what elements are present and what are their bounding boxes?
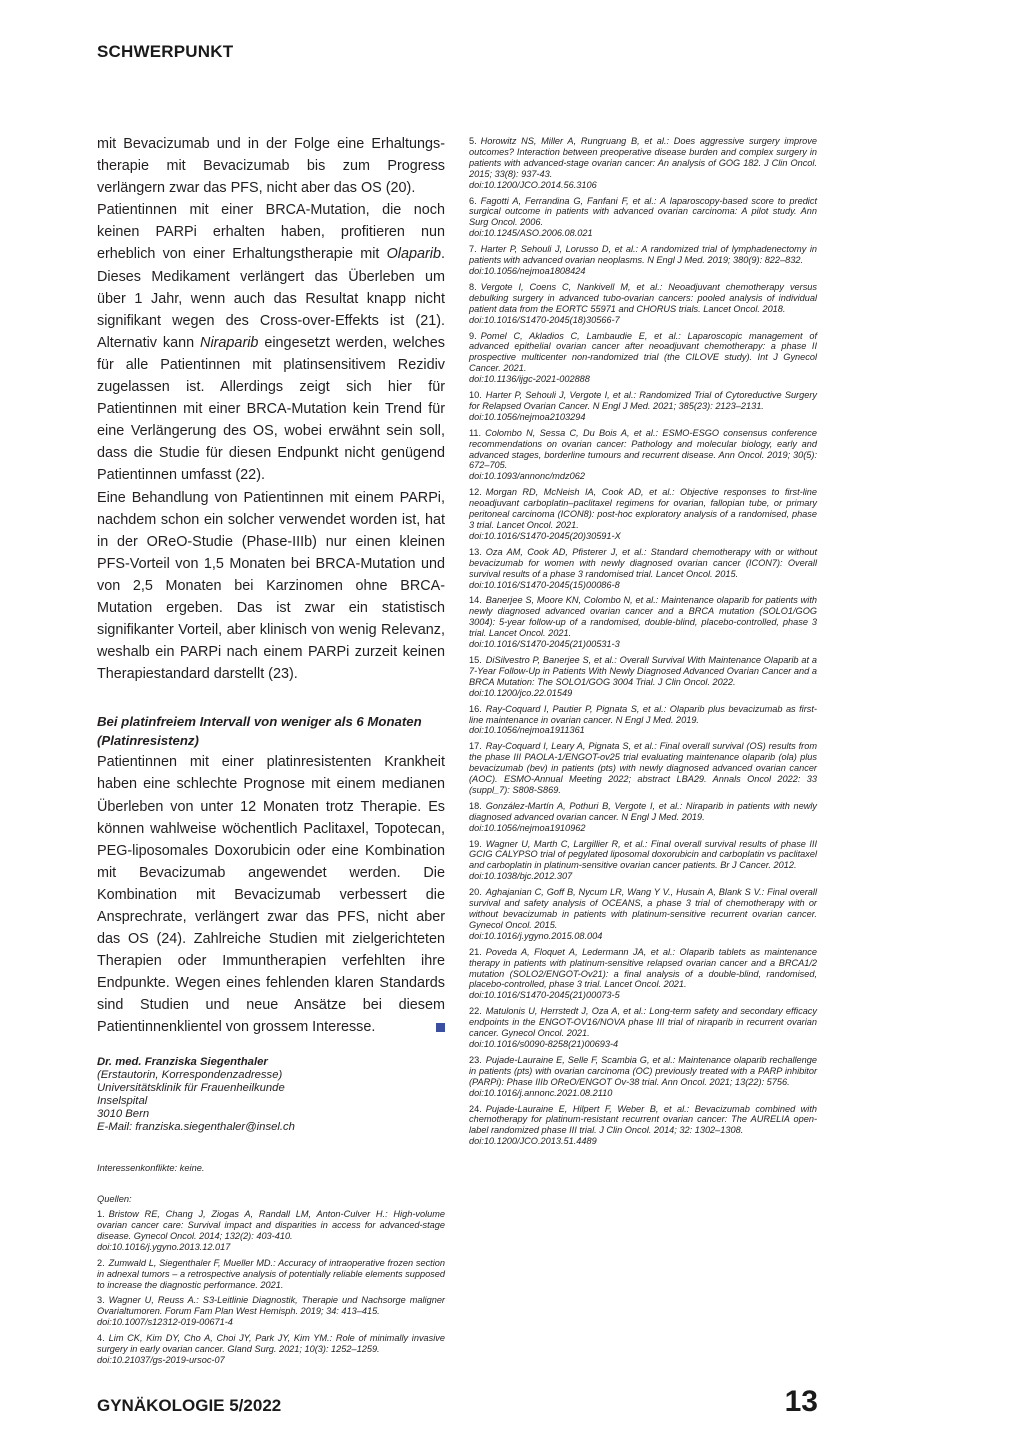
- reference-item: [469, 331, 817, 386]
- reference-number: 3.: [97, 1295, 105, 1306]
- reference-item: [469, 887, 817, 942]
- reference-citation: Lim CK, Kim DY, Cho A, Choi JY, Park JY, Kim YM.: Role of minimally invasive surgery in early ovarian cancer. Gland Surg. 2021; 10(3): 1252–1259.: [97, 1333, 445, 1355]
- reference-citation: Vergote I, Coens C, Nankivell M, et al.: Neoadjuvant chemotherapy versus debulking surgery in advanced tubo-ovarian cancers: pooled analysis of individual patient data from the EORTC 55971 and CHORUS trials. Lancet Oncol. 2018.: [469, 281, 817, 314]
- reference-doi: doi:10.1016/S1470-2045(15)00086-8: [469, 579, 620, 590]
- reference-doi: doi:10.1016/S1470-2045(21)00531-3: [469, 639, 620, 650]
- reference-number: 22.: [469, 1006, 482, 1017]
- reference-list-right: [469, 136, 817, 1147]
- reference-item: [97, 1209, 445, 1253]
- reference-citation: Wagner U, Reuss A.: S3-Leitlinie Diagnostik, Therapie und Nachsorge maligner Ovarialtumoren. Forum Fam Plan West Hemisph. 2019; 34: 413–415.: [97, 1295, 445, 1317]
- reference-citation: Horowitz NS, Miller A, Rungruang B, et al.: Does aggressive surgery improve outcomes? Interaction between preoperative disease burden and complex surgery in patients with advanced-stage ovarian cancer: An analysis of GOG 182. J Clin Oncol. 2015; 33(8): 937-43.: [469, 136, 817, 179]
- reference-citation: Fagotti A, Ferrandina G, Fanfani F, et al.: A laparoscopy-based score to predict surgical outcome in patients with advanced ovarian carcinoma: A pilot study. Ann Surg Oncol. 2006.: [469, 195, 817, 228]
- reference-item: [469, 741, 817, 796]
- author-city: 3010 Bern: [97, 1107, 150, 1120]
- body-text: . Dieses Medikament verlängert das Überleben um über 1 Jahr, wenn auch das Resultat knapp nicht signifikant wegen des Cross-over-Effekts ist (21). Alternativ kann: [97, 246, 445, 351]
- reference-number: 24.: [469, 1103, 482, 1114]
- reference-item: [469, 487, 817, 542]
- reference-number: 8.: [469, 281, 477, 292]
- reference-doi: doi:10.1016/j.ygyno.2013.12.017: [97, 1241, 231, 1252]
- reference-number: 15.: [469, 654, 482, 665]
- reference-doi: doi:10.1007/s12312-019-00671-4: [97, 1317, 233, 1328]
- reference-doi: doi:10.21037/gs-2019-ursoc-07: [97, 1355, 225, 1365]
- reference-item: [97, 1295, 445, 1328]
- reference-item: [469, 1055, 817, 1099]
- reference-doi: doi:10.1200/JCO.2014.56.3106: [469, 179, 597, 190]
- reference-item: [469, 801, 817, 834]
- reference-number: 23.: [469, 1054, 482, 1065]
- body-text: eingesetzt werden, welches für alle Patientinnen mit platinsensitivem Rezidiv zugelassen ist. Allerdings zeigt sich hier für Patientinnen mit einer BRCA-Mutation kein Trend für eine Verlängerung des OS, wobei erwähnt sein soll, dass die Studie für diesen Endpunkt nicht genügend Patientinnen umfasst (22).: [97, 334, 445, 484]
- reference-number: 5.: [469, 136, 477, 146]
- reference-citation: Harter P, Sehouli J, Lorusso D, et al.: A randomized trial of lymphadenectomy in patients with advanced ovarian neoplasms. N Engl J Med. 2019; 380(9): 822–832.: [469, 244, 817, 266]
- author-email: E-Mail: franziska.siegenthaler@insel.ch: [97, 1121, 295, 1134]
- end-of-article-mark-icon: [436, 1023, 445, 1032]
- reference-doi: doi:10.1016/s0090-8258(21)00693-4: [469, 1038, 619, 1049]
- reference-number: 11.: [469, 427, 482, 438]
- drug-name-olaparib: Olaparib: [386, 246, 441, 263]
- reference-doi: doi:10.1056/nejmoa2103294: [469, 411, 586, 422]
- author-block: [97, 1056, 445, 1135]
- reference-citation: Bristow RE, Chang J, Ziogas A, Randall LM, Anton-Culver H.: High-volume ovarian cancer care: Survival impact and disparities in access for advanced-stage disease. Gynecol Oncol. 2014; 132(2): 403-410.: [97, 1209, 445, 1241]
- reference-number: 7.: [469, 244, 477, 255]
- reference-number: 13.: [469, 546, 482, 557]
- reference-item: [97, 1333, 445, 1366]
- reference-citation: González-Martín A, Pothuri B, Vergote I, et al.: Niraparib in patients with newly diagnosed advanced ovarian cancer. N Engl J Med. 2019.: [469, 800, 817, 822]
- section-header: SCHWERPUNKT: [97, 42, 234, 61]
- reference-item: [469, 428, 817, 483]
- reference-citation: Wagner U, Marth C, Largillier R, et al.: Final overall survival results of phase III GCIG CALYPSO trial of pegylated liposomal doxorubicin and carboplatin vs paclitaxel and carboplatin in platinum-sensitive ovarian cancer patients. Br J Cancer. 2012.: [469, 838, 817, 871]
- reference-number: 17.: [469, 741, 482, 752]
- reference-doi: doi:10.1016/S1470-2045(18)30566-7: [469, 314, 620, 325]
- reference-citation: Matulonis U, Herrstedt J, Oza A, et al.: Long-term safety and secondary efficacy endpoints in the ENGOT-OV16/NOVA phase III trial of niraparib in recurrent ovarian cancer. Gynecol Oncol. 2021.: [469, 1006, 817, 1039]
- reference-citation: Banerjee S, Moore KN, Colombo N, et al.: Maintenance olaparib for patients with newly diagnosed advanced ovarian cancer and a BRCA mutation (SOLO1/GOG 3004): 5-year follow-up of a randomised, double-blind, placebo-controlled, phase 3 trial. Lancet Oncol. 2021.: [469, 595, 817, 639]
- drug-name-niraparib: Niraparib: [200, 334, 259, 351]
- reference-doi: doi:10.1136/ijgc-2021-002888: [469, 374, 590, 385]
- author-role: (Erstautorin, Korrespondenzadresse): [97, 1068, 283, 1081]
- body-paragraph-2: [97, 199, 445, 486]
- author-name: Dr. med. Franziska Siegenthaler: [97, 1055, 268, 1068]
- reference-citation: Pujade-Lauraine E, Selle F, Scambia G, et al.: Maintenance olaparib rechallenge in patients (pts) with ovarian carcinoma (OC) previously treated with a PARP inhibitor (PARPi): Phase IIIb OReO/ENGOT Ov-38 trial. Ann Oncol. 2021; 13(22): 5756.: [469, 1054, 817, 1087]
- right-column: [469, 136, 817, 1152]
- reference-number: 20.: [469, 887, 482, 898]
- reference-item: [469, 282, 817, 326]
- reference-doi: doi:10.1016/S1470-2045(21)00073-5: [469, 990, 620, 1001]
- reference-citation: Ray-Coquard I, Pautier P, Pignata S, et al.: Olaparib plus bevacizumab as first-line maintenance in ovarian cancer. N Engl J Med. 2019.: [469, 703, 817, 725]
- author-institution: Universitätsklinik für Frauenheilkunde: [97, 1081, 285, 1094]
- body-text: Patientinnen mit einer BRCA-Mutation, die noch keinen PARPi erhalten haben, profitieren nun erheblich von einer Erhaltungstherapie mit: [97, 202, 445, 263]
- reference-item: [469, 196, 817, 240]
- reference-number: 2.: [97, 1257, 105, 1268]
- reference-doi: doi:10.1038/bjc.2012.307: [469, 871, 573, 882]
- reference-doi: doi:10.1056/nejmoa1808424: [469, 265, 586, 276]
- reference-item: [469, 390, 817, 423]
- reference-item: [469, 839, 817, 883]
- reference-doi: doi:10.1056/nejmoa1911361: [469, 725, 585, 736]
- reference-number: 16.: [469, 703, 482, 714]
- reference-citation: Colombo N, Sessa C, Du Bois A, et al.: ESMO-ESGO consensus conference recommendations on ovarian cancer: Pathology and molecular biology, early and advanced stages, borderline tumours and recurrent disease. Ann Oncol. 2019; 30(5): 672–705.: [469, 427, 817, 471]
- reference-citation: Pujade-Lauraine E, Hilpert F, Weber B, et al.: Bevacizumab combined with chemotherapy for platinum-resistant recurrent ovarian cancer: The AURELIA open-label randomized phase III trial. J Clin Oncol. 2014; 32: 1302–1308.: [469, 1103, 817, 1136]
- reference-doi: doi:10.1245/ASO.2006.08.021: [469, 228, 593, 239]
- reference-item: [469, 595, 817, 650]
- reference-number: 4.: [97, 1333, 105, 1344]
- reference-item: [469, 244, 817, 277]
- body-paragraph-4: [97, 751, 445, 1038]
- reference-doi: doi:10.1200/jco.22.01549: [469, 687, 573, 698]
- reference-citation: Harter P, Sehouli J, Vergote I, et al.: Randomized Trial of Cytoreductive Surgery for Relapsed Ovarian Cancer. N Engl J Med. 2021; 385(23): 2123–2131.: [469, 390, 817, 411]
- reference-doi: doi:10.1016/j.ygyno.2015.08.004: [469, 930, 603, 941]
- reference-doi: doi:10.1016/S1470-2045(20)30591-X: [469, 530, 621, 541]
- reference-citation: Morgan RD, McNeish IA, Cook AD, et al.: Objective responses to first-line neoadjuvant carboplatin–paclitaxel regimens for ovarian, fallopian tube, or primary peritoneal carcinoma (ICON8): post-hoc exploratory analysis of a randomised, phase 3 trial. Lancet Oncol. 2021.: [469, 487, 817, 530]
- reference-item: [469, 547, 817, 591]
- sources-label: Quellen:: [97, 1194, 132, 1205]
- reference-doi: doi:10.1093/annonc/mdz062: [469, 471, 585, 482]
- subheading-platinresistenz: Bei platinfreiem Intervall von weniger als 6 Monaten (Platinresistenz): [97, 714, 422, 749]
- reference-number: 1.: [97, 1209, 105, 1220]
- reference-item: [469, 1104, 817, 1148]
- left-column: [97, 133, 445, 1371]
- reference-item: [469, 947, 817, 1002]
- reference-item: [469, 655, 817, 699]
- reference-citation: Ray-Coquard I, Leary A, Pignata S, et al.: Final overall survival (OS) results from the phase III PAOLA-1/ENGOT-ov25 trial evaluating maintenance olaparib (ola) plus bevacizumab (bev) in patients (pts) with newly diagnosed advanced ovarian cancer (AOC). ESMO-Annual Meeting 2022; abstract LBA29. Annals Oncol 2022: 33 (suppl_7): S808-S869.: [469, 741, 817, 795]
- reference-number: 9.: [469, 330, 477, 341]
- reference-citation: Aghajanian C, Goff B, Nycum LR, Wang Y V., Husain A, Blank S V.: Final overall survival and safety analysis of OCEANS, a phase 3 trial of chemotherapy with or without bevacizumab in patients with platinum-sensitive recurrent ovarian cancer. Gynecol Oncol. 2015.: [469, 887, 817, 930]
- reference-list-left: [97, 1209, 445, 1366]
- author-hospital: Inselspital: [97, 1094, 148, 1107]
- reference-number: 10.: [469, 390, 482, 401]
- reference-number: 18.: [469, 800, 482, 811]
- reference-number: 6.: [469, 195, 477, 206]
- footer-page-number: 13: [784, 1385, 818, 1418]
- reference-citation: Poveda A, Floquet A, Ledermann JA, et al.: Olaparib tablets as maintenance therapy in patients with platinum-sensitive relapsed ovarian cancer and a BRCA1/2 mutation (SOLO2/ENGOT-Ov21): a final analysis of a double-blind, randomised, placebo-controlled, phase 3 trial. Lancet Oncol. 2021.: [469, 946, 817, 990]
- reference-citation: Pomel C, Akladios C, Lambaudie E, et al.: Laparoscopic management of advanced epithelial ovarian cancer after neoadjuvant chemotherapy: a phase II prospective multicenter non-randomized trial (the CILOVE study). Int J Gynecol Cancer. 2021.: [469, 330, 817, 374]
- reference-doi: doi:10.1200/JCO.2013.51.4489: [469, 1136, 597, 1147]
- reference-number: 21.: [469, 946, 482, 957]
- body-paragraph-1: mit Bevacizumab und in der Folge eine Erhaltungs-therapie mit Bevacizumab bis zum Progress verlängern zwar das PFS, nicht aber das OS (20).: [97, 136, 445, 197]
- reference-number: 14.: [469, 595, 482, 606]
- reference-item: [469, 136, 817, 191]
- reference-item: [469, 1006, 817, 1050]
- reference-item: [469, 704, 817, 737]
- conflicts-of-interest: Interessenkonflikte: keine.: [97, 1163, 205, 1174]
- footer-journal-issue: GYNÄKOLOGIE 5/2022: [97, 1396, 282, 1415]
- body-paragraph-3: Eine Behandlung von Patientinnen mit einem PARPi, nachdem schon ein solcher verwendet worden ist, hat in der OReO-Studie (Phase-IIIb) nur einen kleinen PFS-Vorteil von 1,5 Monaten bei BRCA-Mutation und von 2,5 Monaten bei Karzinomen ohne BRCA-Mutation ergeben. Das ist zwar ein statistisch signifikanter Vorteil, aber klinisch von wenig Relevanz, weshalb ein PARPi nach einem PARPi zurzeit keinen Therapiestandard darstellt (23).: [97, 489, 445, 683]
- reference-number: 12.: [469, 487, 482, 498]
- reference-citation: Oza AM, Cook AD, Pfisterer J, et al.: Standard chemotherapy with or without bevacizumab for women with newly diagnosed ovarian cancer (ICON7): Overall survival results of a phase 3 randomised trial. Lancet Oncol. 2015.: [469, 546, 817, 579]
- reference-doi: doi:10.1056/nejmoa1910962: [469, 822, 586, 833]
- reference-item: [97, 1258, 445, 1291]
- reference-citation: DiSilvestro P, Banerjee S, et al.: Overall Survival With Maintenance Olaparib at a 7-Year Follow-Up in Patients With Newly Diagnosed Advanced Ovarian Cancer and a BRCA Mutation: The SOLO1/GOG 3004 Trial. J Clin Oncol. 2022.: [469, 654, 817, 687]
- reference-doi: doi:10.1016/j.annonc.2021.08.2110: [469, 1087, 613, 1098]
- body-text: Patientinnen mit einer platinresistenten Krankheit haben eine schlechte Prognose mit einem medianen Überleben von unter 12 Monaten trotz Therapie. Es können wahlweise wöchentlich Paclitaxel, Topotecan, PEG-liposomales Doxorubicin oder eine Kombination mit Bevacizumab angewendet werden. Die Kombination mit Bevacizumab verbessert die Ansprechrate, verlängert zwar das PFS, nicht aber das OS (24). Zahlreiche Studien mit zielgerichteten Therapien oder Immuntherapien verfehlten ihre Endpunkte. Wegen eines fehlenden klaren Standards sind Studien und neue Ansätze bei diesem Patientinnenklientel von grossem Interesse.: [97, 754, 445, 1036]
- reference-citation: Zumwald L, Siegenthaler F, Mueller MD.: Accuracy of intraoperative frozen section in adnexal tumors – a retrospective analysis of potentially reliable elements supposed to increase the diagnostic performance. 2021.: [97, 1257, 445, 1290]
- reference-number: 19.: [469, 838, 482, 849]
